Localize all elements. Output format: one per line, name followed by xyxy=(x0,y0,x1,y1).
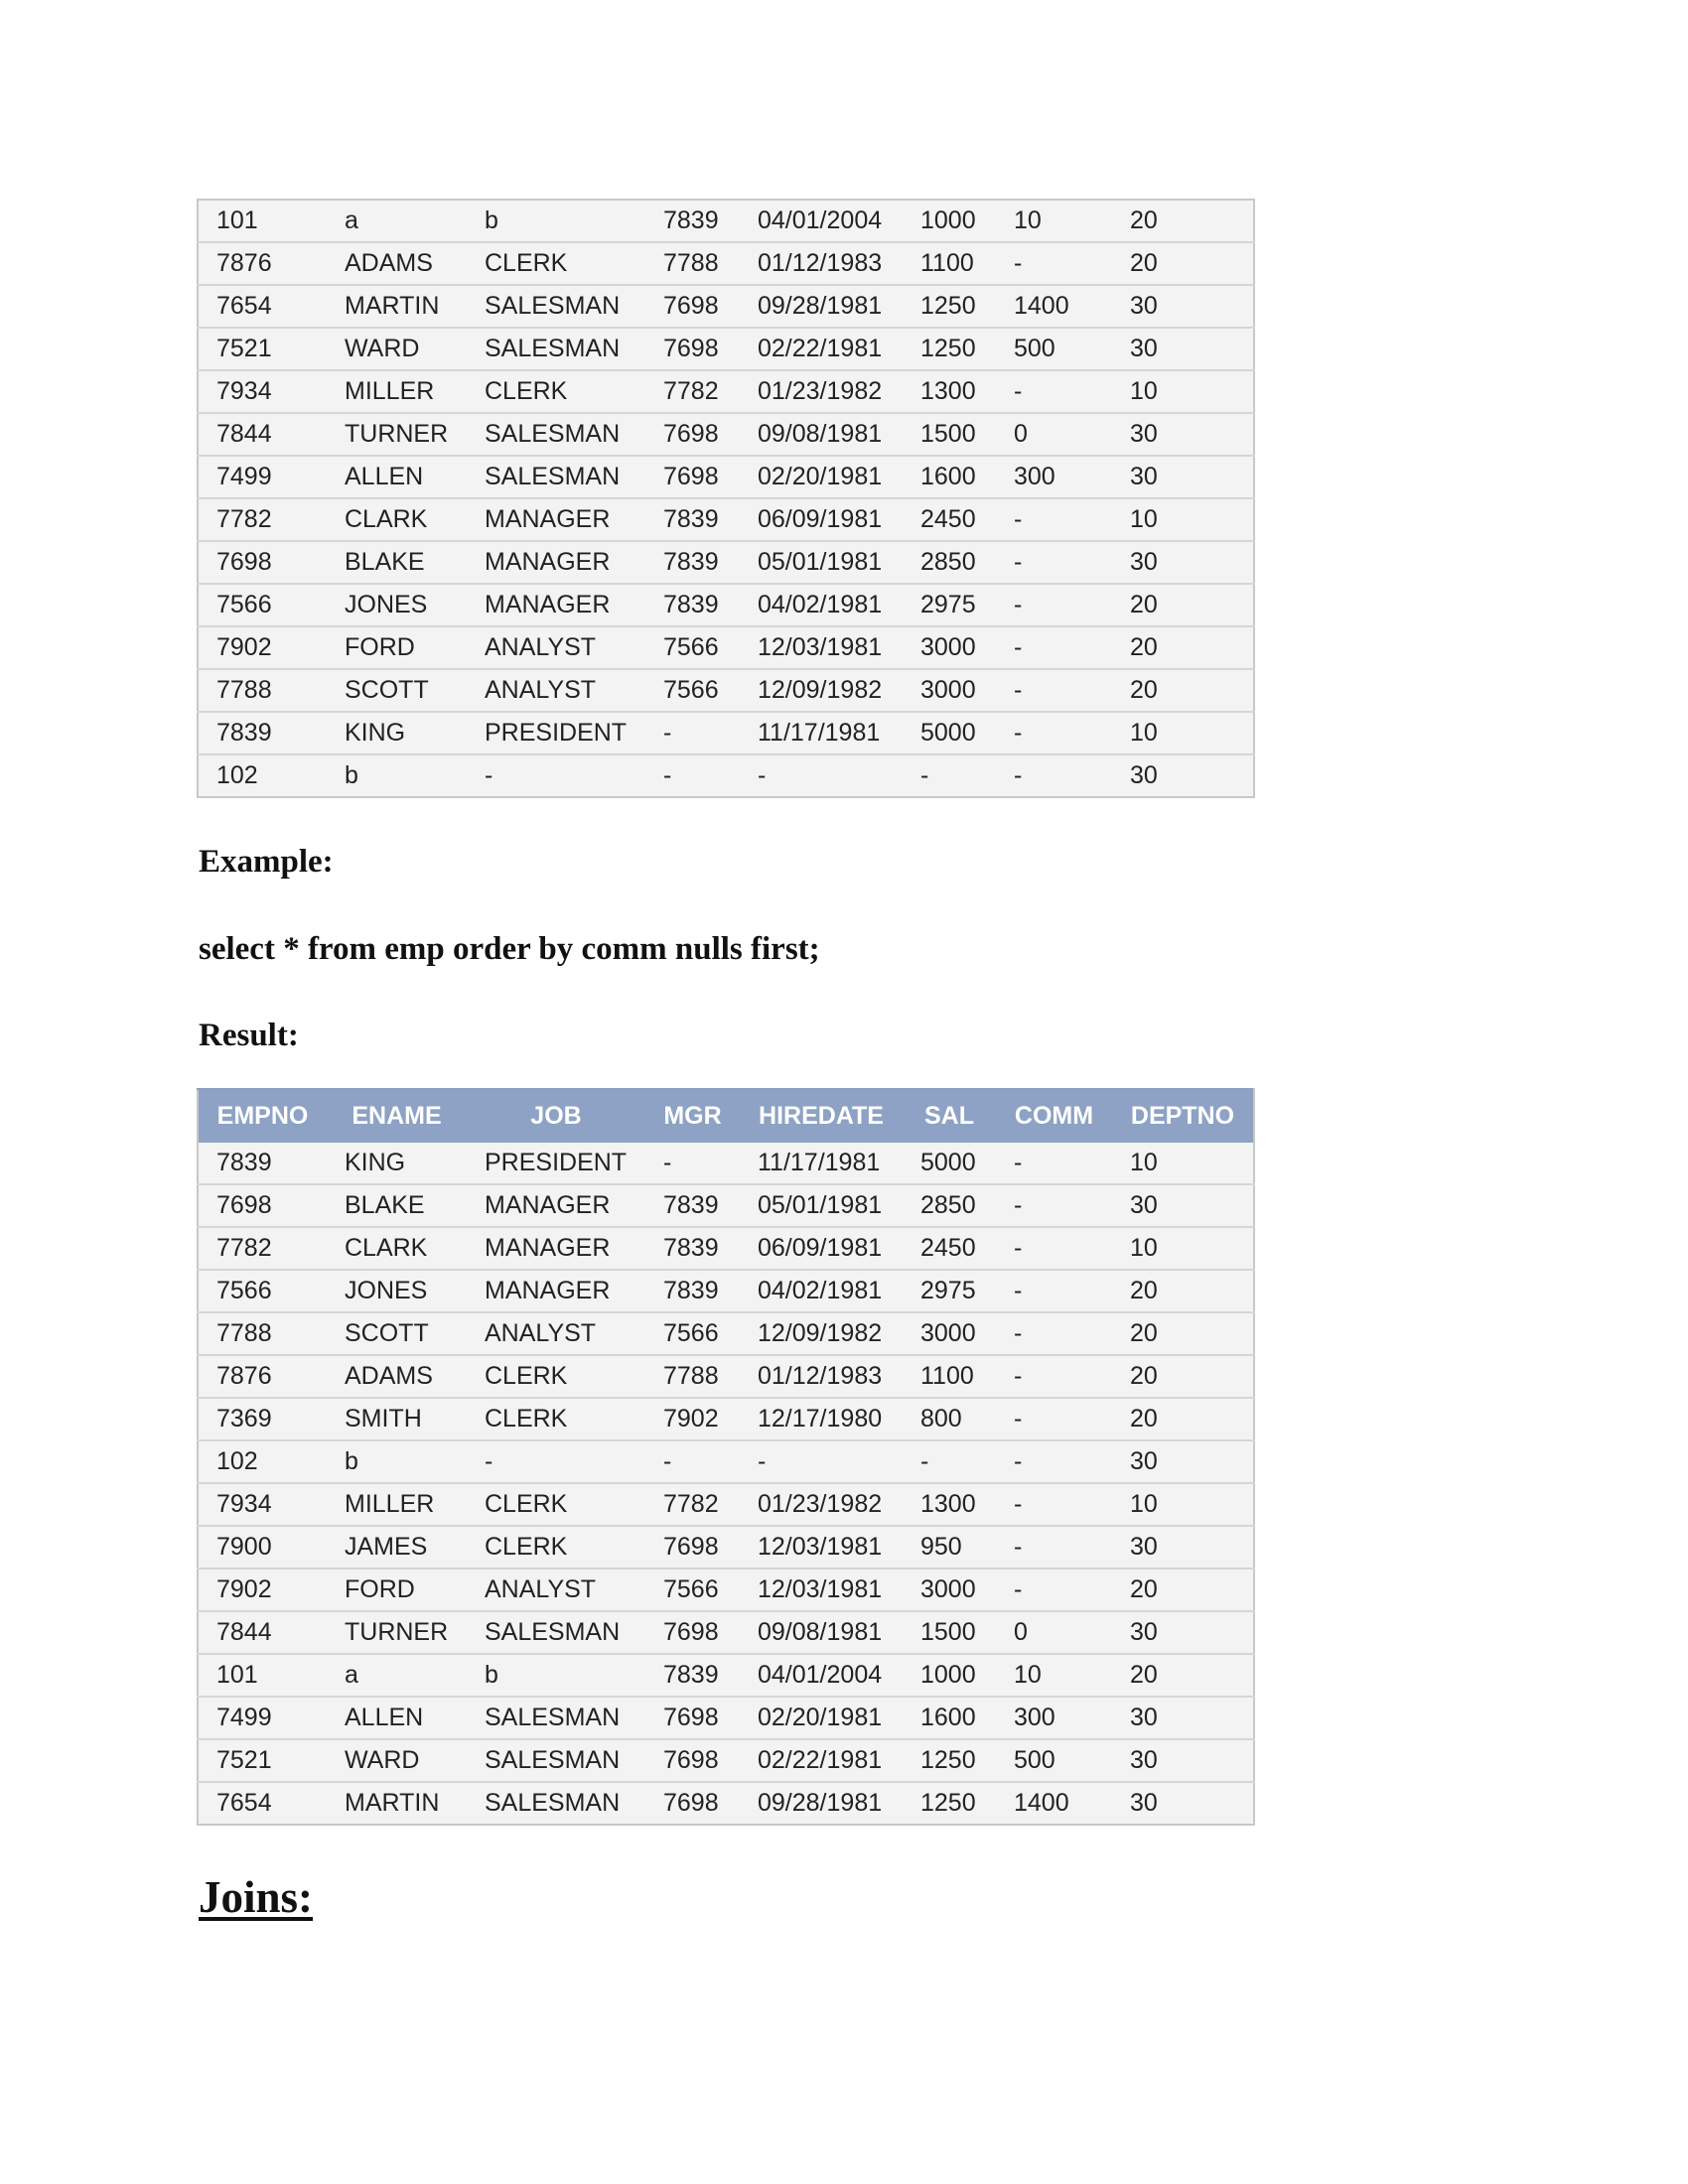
table-cell: 3000 xyxy=(920,1319,976,1347)
table-cell: 101 xyxy=(216,1661,258,1689)
table-cell: MANAGER xyxy=(485,1234,611,1262)
table-cell: 02/20/1981 xyxy=(758,463,883,490)
table-row xyxy=(198,669,1254,712)
table-cell: MILLER xyxy=(345,377,435,405)
table-cell: CLERK xyxy=(485,249,568,277)
table-cell: 7902 xyxy=(216,633,272,661)
table-cell: 01/23/1982 xyxy=(758,377,883,405)
table-cell: JONES xyxy=(345,591,428,618)
table-cell: - xyxy=(1014,1319,1023,1347)
table-row xyxy=(198,1143,1254,1184)
table-cell: - xyxy=(1014,249,1023,277)
table-cell: MANAGER xyxy=(485,1191,611,1219)
table-cell: 30 xyxy=(1130,292,1158,320)
table-cell: MARTIN xyxy=(345,292,440,320)
table-cell: 7839 xyxy=(663,548,719,576)
table-cell: SALESMAN xyxy=(485,1704,621,1731)
table-cell: 30 xyxy=(1130,1533,1158,1561)
table-row xyxy=(198,242,1254,285)
table-cell: 1100 xyxy=(920,1362,974,1390)
table-cell: 7521 xyxy=(216,1746,272,1774)
table-cell: - xyxy=(663,1447,672,1475)
table-cell: 12/03/1981 xyxy=(758,633,883,661)
table-cell: 7521 xyxy=(216,335,272,362)
table-cell: 1250 xyxy=(920,292,976,320)
table-cell: 06/09/1981 xyxy=(758,1234,883,1262)
table-cell: - xyxy=(1014,1447,1023,1475)
table-row xyxy=(198,285,1254,328)
table-cell: 7839 xyxy=(663,591,719,618)
table-cell: 7566 xyxy=(663,676,719,704)
table-cell: 09/28/1981 xyxy=(758,292,883,320)
table-row xyxy=(198,626,1254,669)
table-cell: - xyxy=(1014,633,1023,661)
table-cell: 7698 xyxy=(663,292,719,320)
table-cell: 1300 xyxy=(920,1490,976,1518)
table-cell: - xyxy=(1014,1533,1023,1561)
table-cell: 10 xyxy=(1014,206,1042,234)
table-cell: CLERK xyxy=(485,377,568,405)
table-row xyxy=(198,1611,1254,1654)
table-cell: 7698 xyxy=(663,1704,719,1731)
table-cell: 7698 xyxy=(663,1746,719,1774)
table-row xyxy=(198,712,1254,754)
table-cell: - xyxy=(758,761,767,789)
table-cell: TURNER xyxy=(345,420,449,448)
table-cell: 2850 xyxy=(920,548,976,576)
table-cell: 7839 xyxy=(216,719,272,747)
table-cell: 7499 xyxy=(216,463,272,490)
table-cell: 10 xyxy=(1130,505,1158,533)
table-cell: 20 xyxy=(1130,249,1158,277)
emp-table-continued-body xyxy=(198,200,1254,797)
table-cell: 10 xyxy=(1130,1149,1158,1176)
table-cell: 7900 xyxy=(216,1533,272,1561)
table-cell: 1500 xyxy=(920,1618,976,1646)
table-cell: SCOTT xyxy=(345,676,429,704)
table-cell: 7839 xyxy=(663,1234,719,1262)
table-cell: 950 xyxy=(920,1533,962,1561)
table-cell: 30 xyxy=(1130,548,1158,576)
header-row xyxy=(198,1089,1254,1143)
table-cell: WARD xyxy=(345,1746,420,1774)
table-cell: 500 xyxy=(1014,1746,1055,1774)
table-cell: WARD xyxy=(345,335,420,362)
table-cell: 30 xyxy=(1130,1191,1158,1219)
table-cell: 2450 xyxy=(920,505,976,533)
table-cell: - xyxy=(1014,591,1023,618)
table-cell: 01/23/1982 xyxy=(758,1490,883,1518)
table-cell: - xyxy=(1014,377,1023,405)
table-cell: 1400 xyxy=(1014,292,1069,320)
table-cell: 7788 xyxy=(663,249,719,277)
table-cell: 20 xyxy=(1130,1661,1158,1689)
table-cell: 10 xyxy=(1130,377,1158,405)
table-cell: MANAGER xyxy=(485,591,611,618)
table-cell: - xyxy=(920,1447,929,1475)
table-cell: 7782 xyxy=(216,1234,272,1262)
table-cell: 20 xyxy=(1130,676,1158,704)
sql-query: select * from emp order by comm nulls first; xyxy=(199,931,820,967)
table-cell: 04/01/2004 xyxy=(758,206,883,234)
table-cell: 20 xyxy=(1130,1362,1158,1390)
table-cell: 30 xyxy=(1130,761,1158,789)
table-cell: 7698 xyxy=(663,420,719,448)
table-cell: 7839 xyxy=(216,1149,272,1176)
column-header: COMM xyxy=(1014,1102,1094,1130)
table-cell: - xyxy=(663,719,672,747)
table-row xyxy=(198,1483,1254,1526)
table-cell: - xyxy=(1014,1575,1023,1603)
table-cell: CLARK xyxy=(345,505,428,533)
table-cell: 7902 xyxy=(663,1405,719,1433)
table-row xyxy=(198,1569,1254,1611)
table-cell: CLERK xyxy=(485,1405,568,1433)
table-cell: 10 xyxy=(1014,1661,1042,1689)
table-row xyxy=(198,754,1254,797)
table-cell: 20 xyxy=(1130,1405,1158,1433)
table-cell: 04/02/1981 xyxy=(758,591,883,618)
table-cell: 12/03/1981 xyxy=(758,1533,883,1561)
column-header: DEPTNO xyxy=(1130,1102,1235,1130)
column-header: HIREDATE xyxy=(759,1102,884,1130)
table-cell: 7839 xyxy=(663,206,719,234)
table-cell: 7788 xyxy=(216,1319,272,1347)
table-cell: - xyxy=(663,761,672,789)
table-cell: 02/22/1981 xyxy=(758,335,883,362)
table-cell: 2850 xyxy=(920,1191,976,1219)
table-cell: 5000 xyxy=(920,1149,976,1176)
table-cell: 2975 xyxy=(920,591,976,618)
table-cell: 5000 xyxy=(920,719,976,747)
table-cell: ALLEN xyxy=(345,463,424,490)
table-cell: KING xyxy=(345,1149,406,1176)
table-row xyxy=(198,200,1254,242)
table-cell: 7782 xyxy=(216,505,272,533)
table-cell: - xyxy=(920,761,929,789)
result-table-body xyxy=(198,1143,1254,1825)
table-cell: 04/02/1981 xyxy=(758,1277,883,1304)
table-cell: 12/03/1981 xyxy=(758,1575,883,1603)
table-cell: - xyxy=(485,761,493,789)
table-cell: 7698 xyxy=(663,1789,719,1817)
table-cell: 7788 xyxy=(663,1362,719,1390)
table-row xyxy=(198,1355,1254,1398)
table-cell: 3000 xyxy=(920,676,976,704)
table-cell: FORD xyxy=(345,633,415,661)
table-cell: - xyxy=(1014,1191,1023,1219)
table-cell: 20 xyxy=(1130,1277,1158,1304)
table-cell: FORD xyxy=(345,1575,415,1603)
table-cell: - xyxy=(1014,1234,1023,1262)
table-cell: 1300 xyxy=(920,377,976,405)
table-cell: - xyxy=(1014,505,1023,533)
column-header: ENAME xyxy=(352,1102,442,1130)
table-row xyxy=(198,1526,1254,1569)
table-cell: SMITH xyxy=(345,1405,422,1433)
table-row xyxy=(198,1697,1254,1739)
table-cell: PRESIDENT xyxy=(485,719,628,747)
table-cell: 09/08/1981 xyxy=(758,420,883,448)
table-row xyxy=(198,1227,1254,1270)
table-row xyxy=(198,541,1254,584)
table-cell: 300 xyxy=(1014,1704,1055,1731)
table-cell: ANALYST xyxy=(485,633,597,661)
table-cell: 1250 xyxy=(920,1789,976,1817)
table-cell: 09/08/1981 xyxy=(758,1618,883,1646)
table-cell: 05/01/1981 xyxy=(758,1191,883,1219)
table-cell: 0 xyxy=(1014,1618,1028,1646)
table-cell: 300 xyxy=(1014,463,1055,490)
column-header: MGR xyxy=(663,1102,722,1130)
table-cell: BLAKE xyxy=(345,548,425,576)
table-cell: MANAGER xyxy=(485,548,611,576)
table-cell: a xyxy=(345,206,358,234)
table-cell: 7839 xyxy=(663,1191,719,1219)
table-cell: 7902 xyxy=(216,1575,272,1603)
result-table xyxy=(197,1088,1255,1826)
table-cell: 11/17/1981 xyxy=(758,719,881,747)
joins-heading: Joins: xyxy=(199,1872,314,1922)
table-cell: - xyxy=(1014,676,1023,704)
table-cell: CLERK xyxy=(485,1362,568,1390)
table-row xyxy=(198,1739,1254,1782)
table-cell: 1500 xyxy=(920,420,976,448)
table-cell: SALESMAN xyxy=(485,463,621,490)
table-cell: - xyxy=(1014,719,1023,747)
table-cell: 02/20/1981 xyxy=(758,1704,883,1731)
table-cell: 01/12/1983 xyxy=(758,249,883,277)
table-cell: a xyxy=(345,1661,358,1689)
table-cell: 20 xyxy=(1130,1319,1158,1347)
table-cell: - xyxy=(1014,1149,1023,1176)
table-cell: SCOTT xyxy=(345,1319,429,1347)
table-cell: ADAMS xyxy=(345,1362,433,1390)
table-cell: 20 xyxy=(1130,633,1158,661)
table-cell: 7788 xyxy=(216,676,272,704)
table-cell: ANALYST xyxy=(485,676,597,704)
table-cell: MARTIN xyxy=(345,1789,440,1817)
table-cell: 7934 xyxy=(216,1490,272,1518)
table-row xyxy=(198,1398,1254,1440)
table-cell: 7566 xyxy=(216,1277,272,1304)
table-row xyxy=(198,498,1254,541)
table-cell: 7844 xyxy=(216,1618,272,1646)
table-cell: JAMES xyxy=(345,1533,428,1561)
table-row xyxy=(198,456,1254,498)
table-cell: 1000 xyxy=(920,206,976,234)
table-row xyxy=(198,370,1254,413)
table-cell: - xyxy=(663,1149,672,1176)
table-row xyxy=(198,1312,1254,1355)
table-cell: 11/17/1981 xyxy=(758,1149,881,1176)
table-cell: SALESMAN xyxy=(485,1746,621,1774)
table-cell: 7499 xyxy=(216,1704,272,1731)
table-cell: SALESMAN xyxy=(485,1618,621,1646)
result-table-header xyxy=(198,1089,1254,1143)
table-cell: 1250 xyxy=(920,335,976,362)
table-cell: 12/09/1982 xyxy=(758,676,883,704)
table-cell: b xyxy=(345,761,358,789)
table-cell: SALESMAN xyxy=(485,1789,621,1817)
table-cell: SALESMAN xyxy=(485,420,621,448)
column-header: EMPNO xyxy=(216,1102,309,1130)
table-cell: 101 xyxy=(216,206,258,234)
table-cell: 09/28/1981 xyxy=(758,1789,883,1817)
table-cell: 7654 xyxy=(216,1789,272,1817)
table-cell: 7698 xyxy=(663,335,719,362)
table-cell: MILLER xyxy=(345,1490,435,1518)
table-cell: 7839 xyxy=(663,1661,719,1689)
table-cell: 04/01/2004 xyxy=(758,1661,883,1689)
table-cell: 20 xyxy=(1130,206,1158,234)
table-cell: JONES xyxy=(345,1277,428,1304)
table-cell: 7839 xyxy=(663,1277,719,1304)
table-cell: 2975 xyxy=(920,1277,976,1304)
table-cell: 30 xyxy=(1130,1618,1158,1646)
column-header: SAL xyxy=(924,1102,974,1130)
table-cell: 30 xyxy=(1130,1704,1158,1731)
table-cell: TURNER xyxy=(345,1618,449,1646)
table-row xyxy=(198,1270,1254,1312)
table-cell: 7839 xyxy=(663,505,719,533)
table-row xyxy=(198,413,1254,456)
table-cell: 30 xyxy=(1130,335,1158,362)
table-cell: - xyxy=(758,1447,767,1475)
table-cell: b xyxy=(485,1661,498,1689)
table-cell: 20 xyxy=(1130,591,1158,618)
table-cell: 7876 xyxy=(216,1362,272,1390)
table-cell: 7698 xyxy=(663,463,719,490)
table-cell: BLAKE xyxy=(345,1191,425,1219)
table-cell: 1100 xyxy=(920,249,974,277)
table-cell: 7844 xyxy=(216,420,272,448)
table-cell: PRESIDENT xyxy=(485,1149,628,1176)
table-cell: 3000 xyxy=(920,633,976,661)
table-cell: - xyxy=(1014,1490,1023,1518)
table-cell: 0 xyxy=(1014,420,1028,448)
table-row xyxy=(198,328,1254,370)
table-cell: 7782 xyxy=(663,377,719,405)
table-cell: ANALYST xyxy=(485,1319,597,1347)
table-cell: 7782 xyxy=(663,1490,719,1518)
table-cell: MANAGER xyxy=(485,1277,611,1304)
table-cell: 20 xyxy=(1130,1575,1158,1603)
table-cell: 1250 xyxy=(920,1746,976,1774)
table-cell: ANALYST xyxy=(485,1575,597,1603)
table-cell: 7698 xyxy=(663,1618,719,1646)
table-cell: ADAMS xyxy=(345,249,433,277)
table-cell: 7369 xyxy=(216,1405,272,1433)
table-cell: 1400 xyxy=(1014,1789,1069,1817)
column-header: JOB xyxy=(530,1102,582,1130)
table-cell: 2450 xyxy=(920,1234,976,1262)
table-cell: 1600 xyxy=(920,1704,976,1731)
table-cell: 30 xyxy=(1130,1447,1158,1475)
table-cell: 30 xyxy=(1130,463,1158,490)
table-cell: 10 xyxy=(1130,1234,1158,1262)
table-cell: 7876 xyxy=(216,249,272,277)
table-cell: 7654 xyxy=(216,292,272,320)
table-cell: ALLEN xyxy=(345,1704,424,1731)
table-cell: 102 xyxy=(216,1447,258,1475)
example-label: Example: xyxy=(199,844,334,880)
table-cell: - xyxy=(1014,761,1023,789)
emp-table-continued xyxy=(197,199,1255,798)
table-cell: 7566 xyxy=(663,1575,719,1603)
table-cell: b xyxy=(345,1447,358,1475)
table-cell: 12/09/1982 xyxy=(758,1319,883,1347)
table-cell: - xyxy=(1014,1277,1023,1304)
table-row xyxy=(198,1440,1254,1483)
table-cell: 800 xyxy=(920,1405,962,1433)
table-cell: CLERK xyxy=(485,1490,568,1518)
table-row xyxy=(198,1184,1254,1227)
table-cell: 30 xyxy=(1130,1789,1158,1817)
table-cell: - xyxy=(1014,1405,1023,1433)
table-cell: 7566 xyxy=(663,633,719,661)
table-row xyxy=(198,1782,1254,1825)
table-cell: 1600 xyxy=(920,463,976,490)
table-cell: b xyxy=(485,206,498,234)
result-label: Result: xyxy=(199,1018,299,1053)
table-cell: MANAGER xyxy=(485,505,611,533)
table-cell: 02/22/1981 xyxy=(758,1746,883,1774)
table-cell: CLERK xyxy=(485,1533,568,1561)
table-cell: 7698 xyxy=(216,1191,272,1219)
table-cell: - xyxy=(1014,548,1023,576)
table-row xyxy=(198,584,1254,626)
table-cell: 500 xyxy=(1014,335,1055,362)
table-cell: 06/09/1981 xyxy=(758,505,883,533)
table-cell: 7698 xyxy=(663,1533,719,1561)
table-cell: CLARK xyxy=(345,1234,428,1262)
table-cell: 102 xyxy=(216,761,258,789)
table-cell: KING xyxy=(345,719,406,747)
table-cell: 10 xyxy=(1130,1490,1158,1518)
table-cell: 7934 xyxy=(216,377,272,405)
table-cell: 7566 xyxy=(216,591,272,618)
table-row xyxy=(198,1654,1254,1697)
table-cell: 12/17/1980 xyxy=(758,1405,883,1433)
table-cell: SALESMAN xyxy=(485,292,621,320)
table-cell: 30 xyxy=(1130,1746,1158,1774)
table-cell: - xyxy=(1014,1362,1023,1390)
table-cell: - xyxy=(485,1447,493,1475)
table-cell: 1000 xyxy=(920,1661,976,1689)
table-cell: 30 xyxy=(1130,420,1158,448)
table-cell: 01/12/1983 xyxy=(758,1362,883,1390)
table-cell: 10 xyxy=(1130,719,1158,747)
table-cell: 7698 xyxy=(216,548,272,576)
table-cell: 3000 xyxy=(920,1575,976,1603)
table-cell: SALESMAN xyxy=(485,335,621,362)
table-cell: 7566 xyxy=(663,1319,719,1347)
table-cell: 05/01/1981 xyxy=(758,548,883,576)
